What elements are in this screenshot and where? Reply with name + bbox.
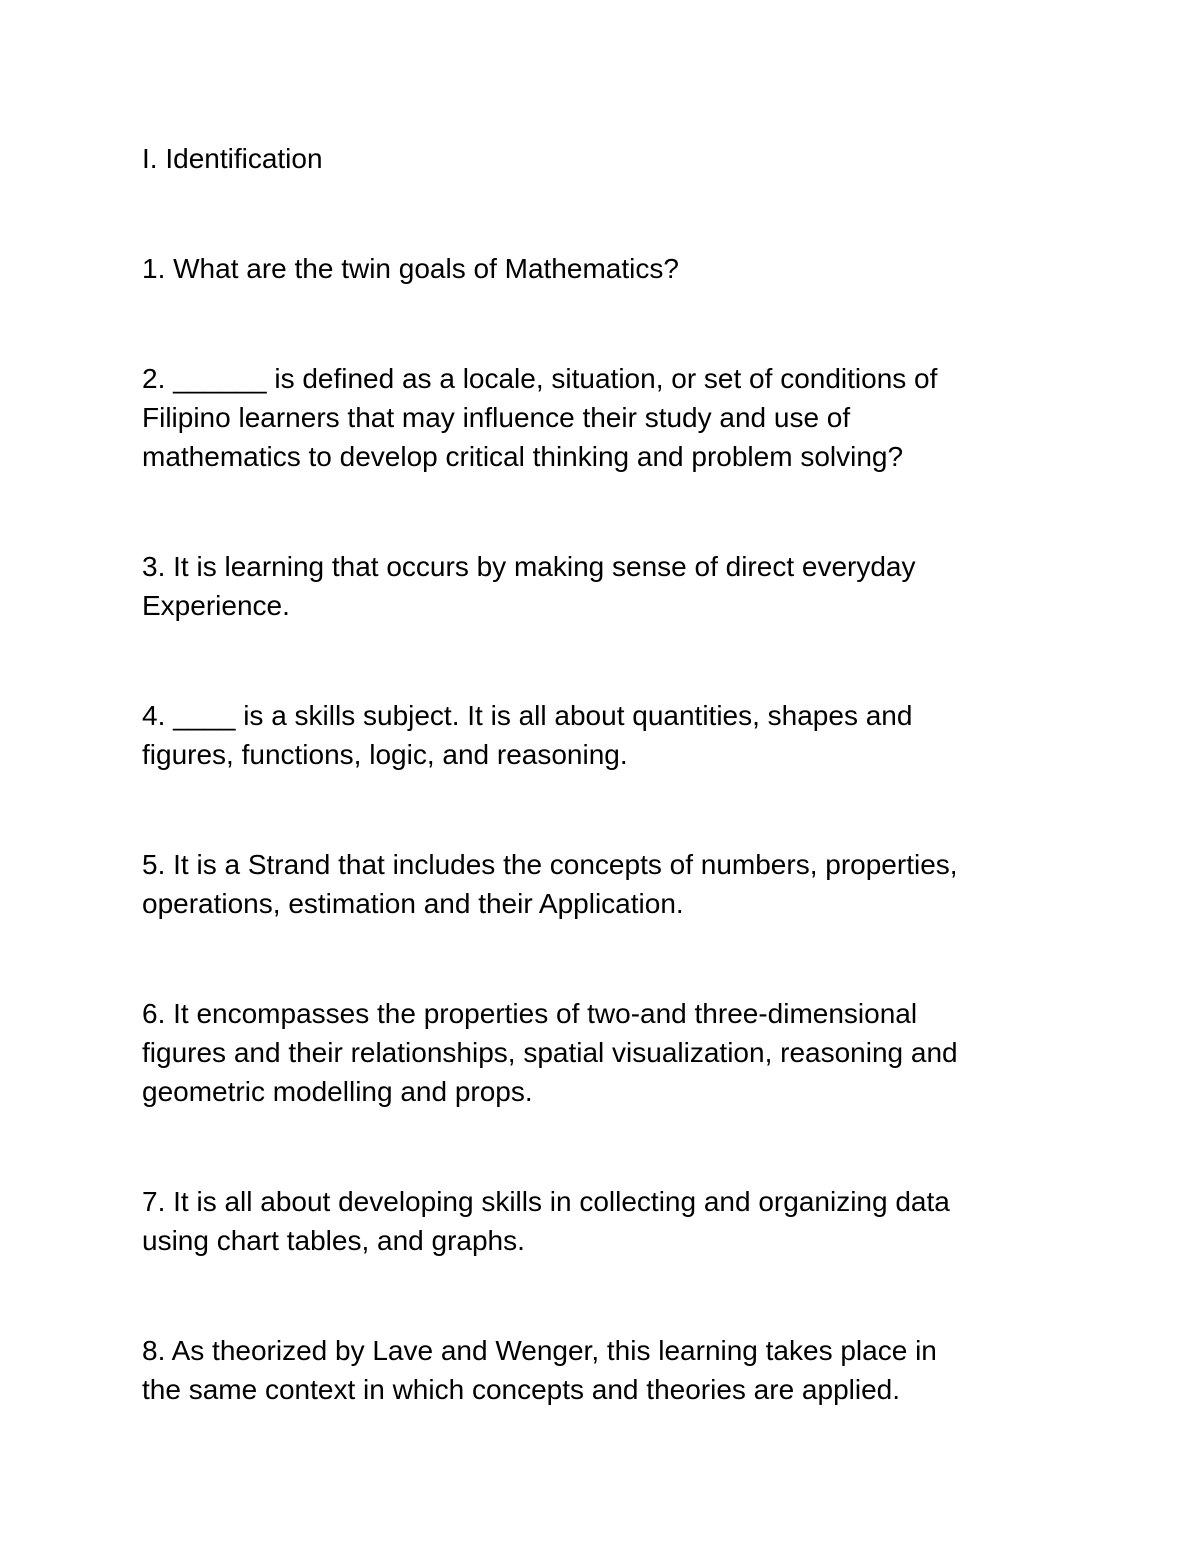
question-2 [142, 359, 1082, 476]
question-4 [142, 696, 1082, 774]
question-text-line: 4. ____ is a skills subject. It is all about quantities, shapes and [142, 700, 913, 731]
section-title: I. Identification [142, 143, 323, 174]
question-5 [142, 845, 1082, 923]
question-text-line: mathematics to develop critical thinking and problem solving? [142, 441, 904, 472]
question-text-line: 1. What are the twin goals of Mathematics? [142, 253, 679, 284]
question-text-line: 3. It is learning that occurs by making sense of direct everyday [142, 551, 916, 582]
question-text-line: 8. As theorized by Lave and Wenger, this learning takes place in [142, 1335, 937, 1366]
question-text-line: 6. It encompasses the properties of two-and three-dimensional [142, 998, 918, 1029]
document-body [142, 139, 1082, 1409]
question-text-line: figures, functions, logic, and reasoning. [142, 739, 628, 770]
question-text-line: Experience. [142, 590, 290, 621]
question-text-line: 7. It is all about developing skills in collecting and organizing data [142, 1186, 950, 1217]
question-text-line: Filipino learners that may influence their study and use of [142, 402, 851, 433]
question-6 [142, 994, 1082, 1111]
question-text-line: operations, estimation and their Application. [142, 888, 684, 919]
question-1 [142, 249, 1082, 288]
question-8 [142, 1331, 1082, 1409]
question-text-line: the same context in which concepts and theories are applied. [142, 1374, 901, 1405]
question-3 [142, 547, 1082, 625]
question-text-line: 2. ______ is defined as a locale, situation, or set of conditions of [142, 363, 938, 394]
question-text-line: geometric modelling and props. [142, 1076, 533, 1107]
question-text-line: 5. It is a Strand that includes the concepts of numbers, properties, [142, 849, 958, 880]
question-7 [142, 1182, 1082, 1260]
question-text-line: figures and their relationships, spatial visualization, reasoning and [142, 1037, 958, 1068]
question-text-line: using chart tables, and graphs. [142, 1225, 525, 1256]
